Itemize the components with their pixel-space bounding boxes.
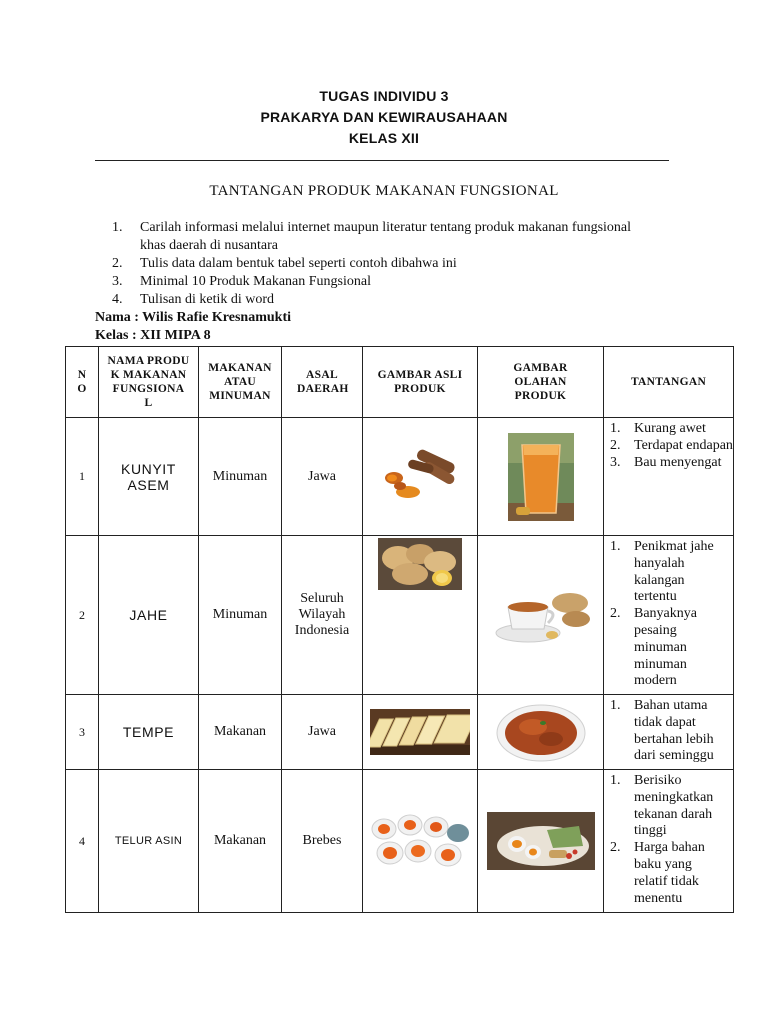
raw-image-cell bbox=[363, 770, 478, 913]
table-header-row bbox=[66, 347, 734, 418]
table-row bbox=[66, 536, 734, 695]
col-header-raw-image: GAMBAR ASLI PRODUK bbox=[363, 347, 478, 418]
raw-image-cell bbox=[363, 695, 478, 770]
challenge-item: 1. Penikmat jahe hanyalah kalangan tertentu bbox=[610, 539, 714, 605]
challenge-cell bbox=[604, 418, 734, 536]
col-header-processed-image: GAMBAR OLAHAN PRODUK bbox=[478, 347, 604, 418]
salted-egg-image bbox=[370, 813, 470, 869]
row-number: 1 bbox=[66, 418, 99, 536]
challenge-item: 1. Bahan utama tidak dapat bertahan lebih dari seminggu bbox=[610, 698, 714, 764]
challenge-cell bbox=[604, 770, 734, 913]
product-type: Minuman bbox=[199, 536, 282, 695]
challenge-item: 3. Bau menyengat bbox=[610, 454, 722, 470]
challenge-item: 2. Harga bahan baku yang relatif tidak menentu bbox=[610, 840, 705, 906]
task-item: 4. Tulisan di ketik di word bbox=[112, 292, 275, 307]
raw-image-cell bbox=[363, 418, 478, 536]
challenge-cell bbox=[604, 695, 734, 770]
product-type: Makanan bbox=[199, 770, 282, 913]
row-number: 3 bbox=[66, 695, 99, 770]
processed-image-cell bbox=[478, 695, 604, 770]
col-header-challenge: TANTANGAN bbox=[604, 347, 734, 418]
section-title: TANTANGAN PRODUK MAKANAN FUNGSIONAL bbox=[209, 183, 559, 199]
task-item: 1. Carilah informasi melalui internet maupun literatur tentang produk makanan fungsional khas daerah di nusantara bbox=[112, 220, 632, 253]
processed-image-cell bbox=[478, 536, 604, 695]
task-item: 2. Tulis data dalam bentuk tabel seperti contoh dibahwa ini bbox=[112, 256, 457, 271]
task-list bbox=[112, 219, 632, 309]
student-name: Nama : Wilis Rafie Kresnamukti bbox=[95, 310, 292, 325]
tempe-orek-image bbox=[493, 701, 589, 763]
processed-image-cell bbox=[478, 770, 604, 913]
product-table bbox=[65, 346, 734, 913]
table-row bbox=[66, 418, 734, 536]
raw-image-cell bbox=[363, 536, 478, 695]
row-number: 2 bbox=[66, 536, 99, 695]
row-number: 4 bbox=[66, 770, 99, 913]
ginger-tea-image bbox=[492, 583, 590, 647]
salted-egg-dish-image bbox=[487, 812, 595, 870]
col-header-no: N O bbox=[66, 347, 99, 418]
product-name: KUNYIT ASEM bbox=[99, 418, 199, 536]
turmeric-root-image bbox=[378, 448, 462, 506]
doc-title-line1: TUGAS INDIVIDU 3 bbox=[319, 88, 449, 104]
product-name: TEMPE bbox=[99, 695, 199, 770]
challenge-item: 2. Banyaknya pesaing minuman minuman modern bbox=[610, 606, 697, 689]
product-origin: Brebes bbox=[282, 770, 363, 913]
ginger-root-image bbox=[378, 538, 462, 590]
product-origin: Jawa bbox=[282, 418, 363, 536]
challenge-cell bbox=[604, 536, 734, 695]
col-header-product: NAMA PRODUK MAKANAN FUNGSIONA L bbox=[99, 347, 199, 418]
product-type: Minuman bbox=[199, 418, 282, 536]
product-type: Makanan bbox=[199, 695, 282, 770]
product-origin: Seluruh Wilayah Indonesia bbox=[282, 536, 363, 695]
processed-image-cell bbox=[478, 418, 604, 536]
doc-title-line3: KELAS XII bbox=[348, 130, 420, 146]
challenge-item: 1. Kurang awet bbox=[610, 421, 706, 436]
task-item: 3. Minimal 10 Produk Makanan Fungsional bbox=[112, 274, 371, 289]
product-name: JAHE bbox=[99, 536, 199, 695]
product-origin: Jawa bbox=[282, 695, 363, 770]
doc-title-line2: PRAKARYA DAN KEWIRAUSAHAAN bbox=[260, 109, 508, 125]
product-name: TELUR ASIN bbox=[99, 770, 199, 913]
col-header-origin: ASAL DAERAH bbox=[282, 347, 363, 418]
table-row bbox=[66, 695, 734, 770]
challenge-item: 1. Berisiko meningkatkan tekanan darah tinggi bbox=[610, 773, 714, 839]
student-class: Kelas : XII MIPA 8 bbox=[95, 328, 211, 343]
col-header-type: MAKANAN ATAU MINUMAN bbox=[199, 347, 282, 418]
tempe-block-image bbox=[370, 709, 470, 755]
table-row bbox=[66, 770, 734, 913]
turmeric-drink-image bbox=[508, 433, 574, 521]
header-divider bbox=[95, 160, 669, 161]
challenge-item: 2. Terdapat endapan bbox=[610, 437, 733, 453]
